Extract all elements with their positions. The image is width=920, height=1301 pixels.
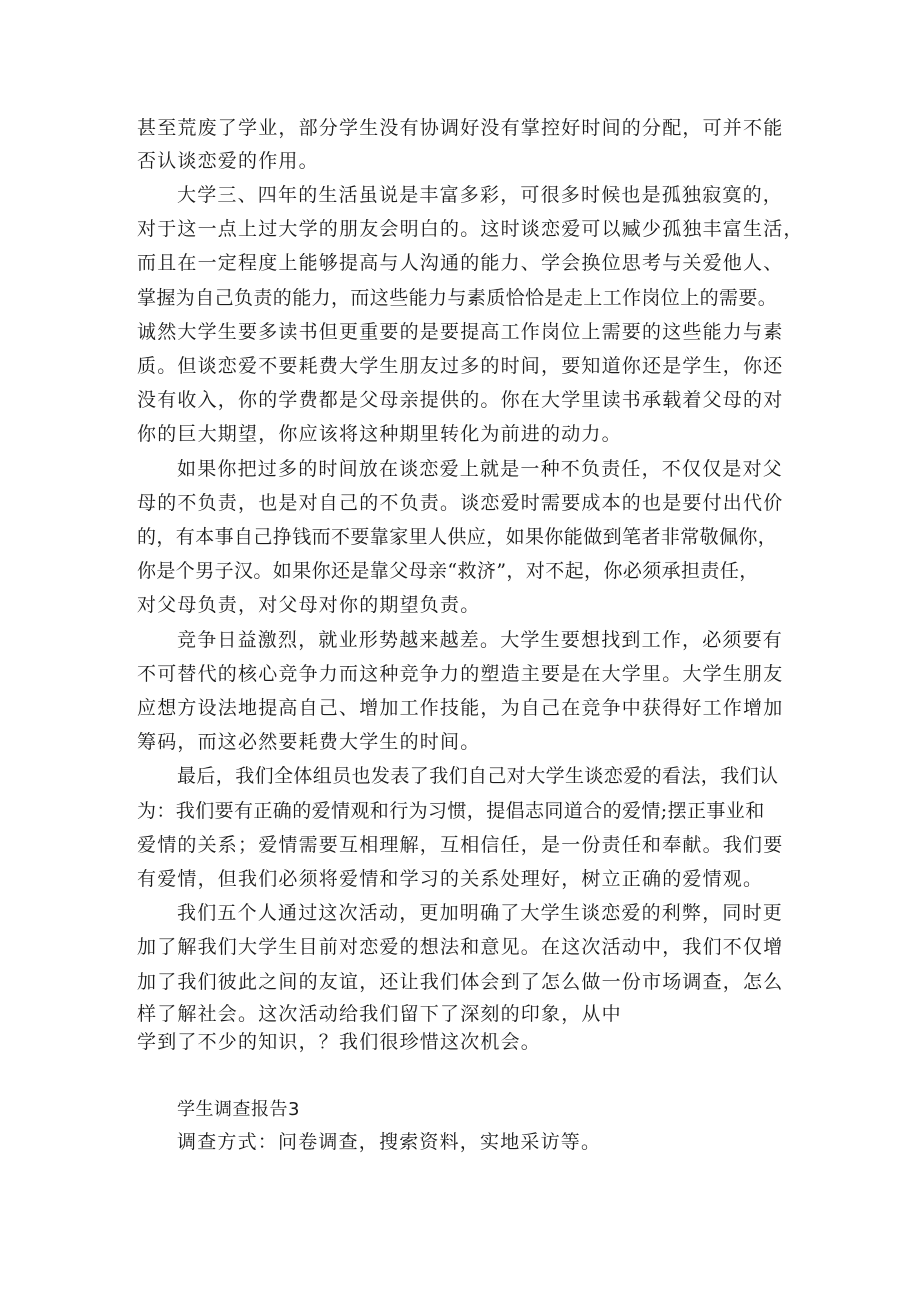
paragraph-line: 的，有本事自己挣钱而不要靠家里人供应，如果你能做到笔者非常敬佩你， — [137, 526, 778, 548]
paragraph-line: 学到了不少的知识，？我们很珍惜这次机会。 — [137, 1031, 542, 1053]
paragraph-line: 母的不负责，也是对自己的不负责。谈恋爱时需要成本的也是要付出代价 — [137, 492, 784, 514]
paragraph-line: 不可替代的核心竞争力而这种竞争力的塑造主要是在大学里。大学生朋友 — [137, 663, 784, 685]
paragraph-line: 如果你把过多的时间放在谈恋爱上就是一种不负责任，不仅仅是对父 — [177, 458, 784, 480]
paragraph-line: 你的巨大期望，你应该将这种期里转化为前进的动力。 — [137, 423, 622, 445]
paragraph-line: 质。但谈恋爱不要耗费大学生朋友过多的时间，要知道你还是学生，你还 — [137, 355, 784, 377]
paragraph-line: 爱情的关系；爱情需要互相理解，互相信任，是一份责任和奉献。我们要 — [137, 834, 784, 856]
paragraph-line: 我们五个人通过这次活动，更加明确了大学生谈恋爱的利弊，同时更 — [177, 902, 784, 924]
paragraph-line: 对于这一点上过大学的朋友会明白的。这时谈恋爱可以臧少孤独丰富生活， — [137, 218, 804, 240]
paragraph-line: 加了我们彼此之间的友谊，还让我们体会到了怎么做一份市场调查，怎么 — [137, 971, 784, 993]
survey-method: 调查方式：问卷调查，搜索资料，实地采访等。 — [177, 1131, 602, 1153]
paragraph-line: 掌握为自己负责的能力，而这些能力与素质恰恰是走上工作岗位上的需要。 — [137, 287, 778, 309]
paragraph-line: 应想方设法地提高自己、增加工作技能，为自己在竞争中获得好工作增加 — [137, 697, 784, 719]
section-title: 学生调查报告3 — [177, 1099, 300, 1120]
paragraph-line: 筹码，而这必然要耗费大学生的时间。 — [137, 731, 481, 753]
paragraph-line: 竞争日益激烈，就业形势越来越差。大学生要想找到工作，必须要有 — [177, 629, 784, 651]
paragraph-line: 否认谈恋爱的作用。 — [137, 150, 319, 172]
paragraph-line: 甚至荒废了学业，部分学生没有协调好没有掌控好时间的分配，可并不能 — [137, 117, 784, 139]
paragraph-line: 而且在一定程度上能够提高与人沟通的能力、学会换位思考与关爱他人、 — [137, 252, 784, 274]
paragraph-line: 诚然大学生要多读书但更重要的是要提高工作岗位上需要的这些能力与素 — [137, 321, 784, 343]
paragraph-line: 有爱情，但我们必须将爱情和学习的关系处理好，树立正确的爱情观。 — [137, 868, 764, 890]
paragraph-line: 加了解我们大学生目前对恋爱的想法和意见。在这次活动中，我们不仅增 — [137, 936, 784, 958]
paragraph-line: 最后，我们全体组员也发表了我们自己对大学生谈恋爱的看法，我们认 — [177, 765, 779, 787]
paragraph-line: 大学三、四年的生活虽说是丰富多彩，可很多时候也是孤独寂寞的， — [177, 184, 784, 206]
paragraph-line: 样了解社会。这次活动给我们留下了深刻的印象，从中 — [137, 1003, 622, 1025]
paragraph-line: 没有收入，你的学费都是父母亲提供的。你在大学里读书承载着父母的对 — [137, 389, 784, 411]
paragraph-line: 你是个男子汉。如果你还是靠父母亲“救济”，对不起，你必须承担责任， — [137, 560, 759, 582]
paragraph-line: 对父母负责，对父母对你的期望负责。 — [137, 594, 481, 616]
paragraph-line: 为：我们要有正确的爱情观和行为习惯，提倡志同道合的爱情;摆正事业和 — [137, 800, 765, 822]
